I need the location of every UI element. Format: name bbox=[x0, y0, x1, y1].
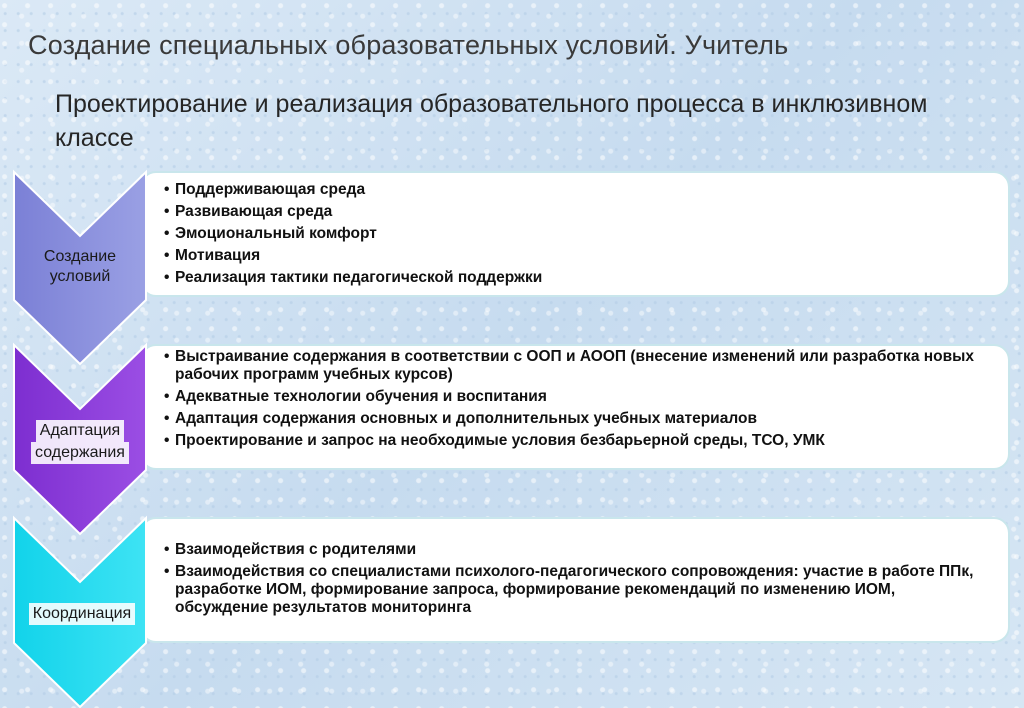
list-item: • Эмоциональный комфорт bbox=[160, 225, 988, 243]
step-3-label-line: Координация bbox=[29, 603, 135, 625]
step-3-label bbox=[14, 603, 150, 625]
list-item: • Выстраивание содержания в соответствии с ООП и АООП (внесение изменений или разработка новых рабочих программ учебных курсов) bbox=[160, 348, 988, 384]
list-item: • Взаимодействия со специалистами психолого-педагогического сопровождения: участие в работе ППк, разработке ИОМ, формирование запроса, формирование рекомендаций по изменению ИОМ, обсуждение результатов мониторинга bbox=[160, 563, 988, 617]
list-item: • Адекватные технологии обучения и воспитания bbox=[160, 388, 988, 406]
list-item: • Поддерживающая среда bbox=[160, 181, 988, 199]
step-2-label-line: Адаптация bbox=[36, 420, 124, 442]
list-item: • Мотивация bbox=[160, 247, 988, 265]
list-item: • Реализация тактики педагогической поддержки bbox=[160, 269, 988, 287]
step-2-label-line: содержания bbox=[31, 442, 129, 464]
list-item: • Проектирование и запрос на необходимые условия безбарьерной среды, ТСО, УМК bbox=[160, 432, 988, 450]
step-1-label bbox=[14, 247, 146, 287]
list-item: • Взаимодействия с родителями bbox=[160, 541, 988, 559]
step-1-label-line: условий bbox=[49, 268, 111, 285]
slide-subtitle: Проектирование и реализация образовательного процесса в инклюзивном классе bbox=[55, 90, 928, 152]
step-2-label bbox=[14, 420, 146, 464]
list-item: • Адаптация содержания основных и дополнительных учебных материалов bbox=[160, 410, 988, 428]
slide-title: Создание специальных образовательных условий. Учитель bbox=[28, 30, 789, 60]
list-item: • Развивающая среда bbox=[160, 203, 988, 221]
step-1-label-line: Создание bbox=[43, 248, 117, 265]
